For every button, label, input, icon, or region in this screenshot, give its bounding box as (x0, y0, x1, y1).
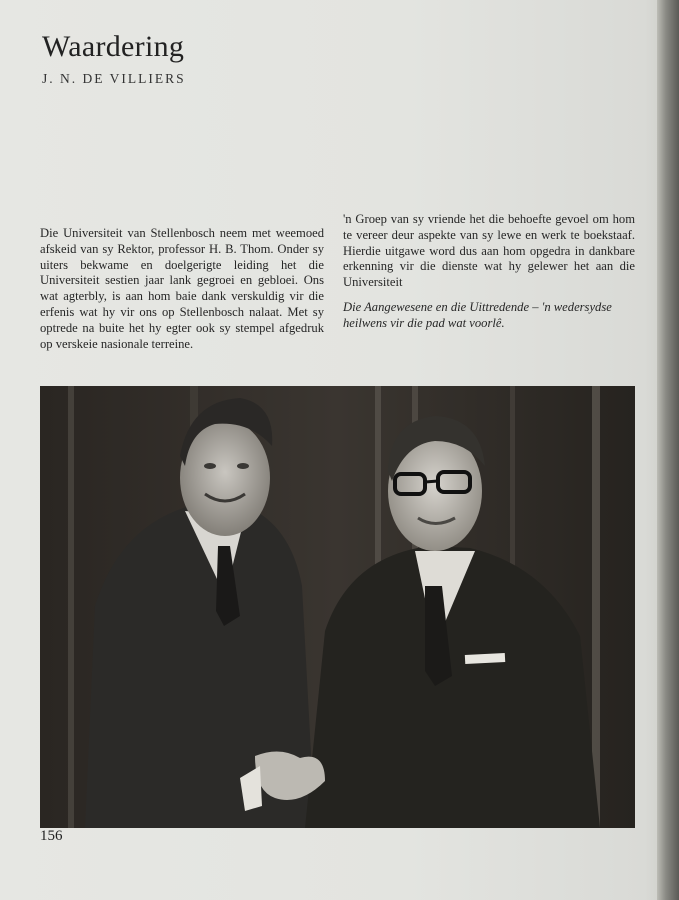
text-column-left (40, 226, 324, 352)
author-name: J. N. DE VILLIERS (42, 71, 186, 86)
photograph (40, 386, 635, 828)
page-number: 156 (40, 828, 63, 844)
paragraph-dedication: 'n Groep van sy vriende het die behoefte gevoel om hom te vereer deur aspekte van sy lewe en werk te boekstaaf. Hierdie uitgawe word dus aan hom opgedra in dankbare erkenning vir die dienste wat hy gelewer het aan die Universiteit (343, 212, 635, 290)
page-edge-shadow (657, 0, 679, 900)
text-column-right (343, 212, 635, 332)
article-title: Waardering (42, 30, 185, 63)
paragraph-intro: Die Universiteit van Stellenbosch neem met weemoed afskeid van sy Rektor, professor H. B. Thom. Onder sy uiters bekwame en doelgerigte leiding het die Universiteit sestien jaar lank gegroei en gebloei. Ons wat agterbly, is aan hom baie dank verskuldig vir die erfenis wat hy vir ons op Stellenbosch nalaat. Met sy optrede na buite het hy egter ook sy stempel afgedruk op verskeie nasionale terreine. (40, 226, 324, 351)
photograph-icon (40, 386, 635, 828)
photo-caption: Die Aangewesene en die Uittredende – 'n wedersydse heilwens vir die pad wat voorlê. (343, 299, 612, 330)
